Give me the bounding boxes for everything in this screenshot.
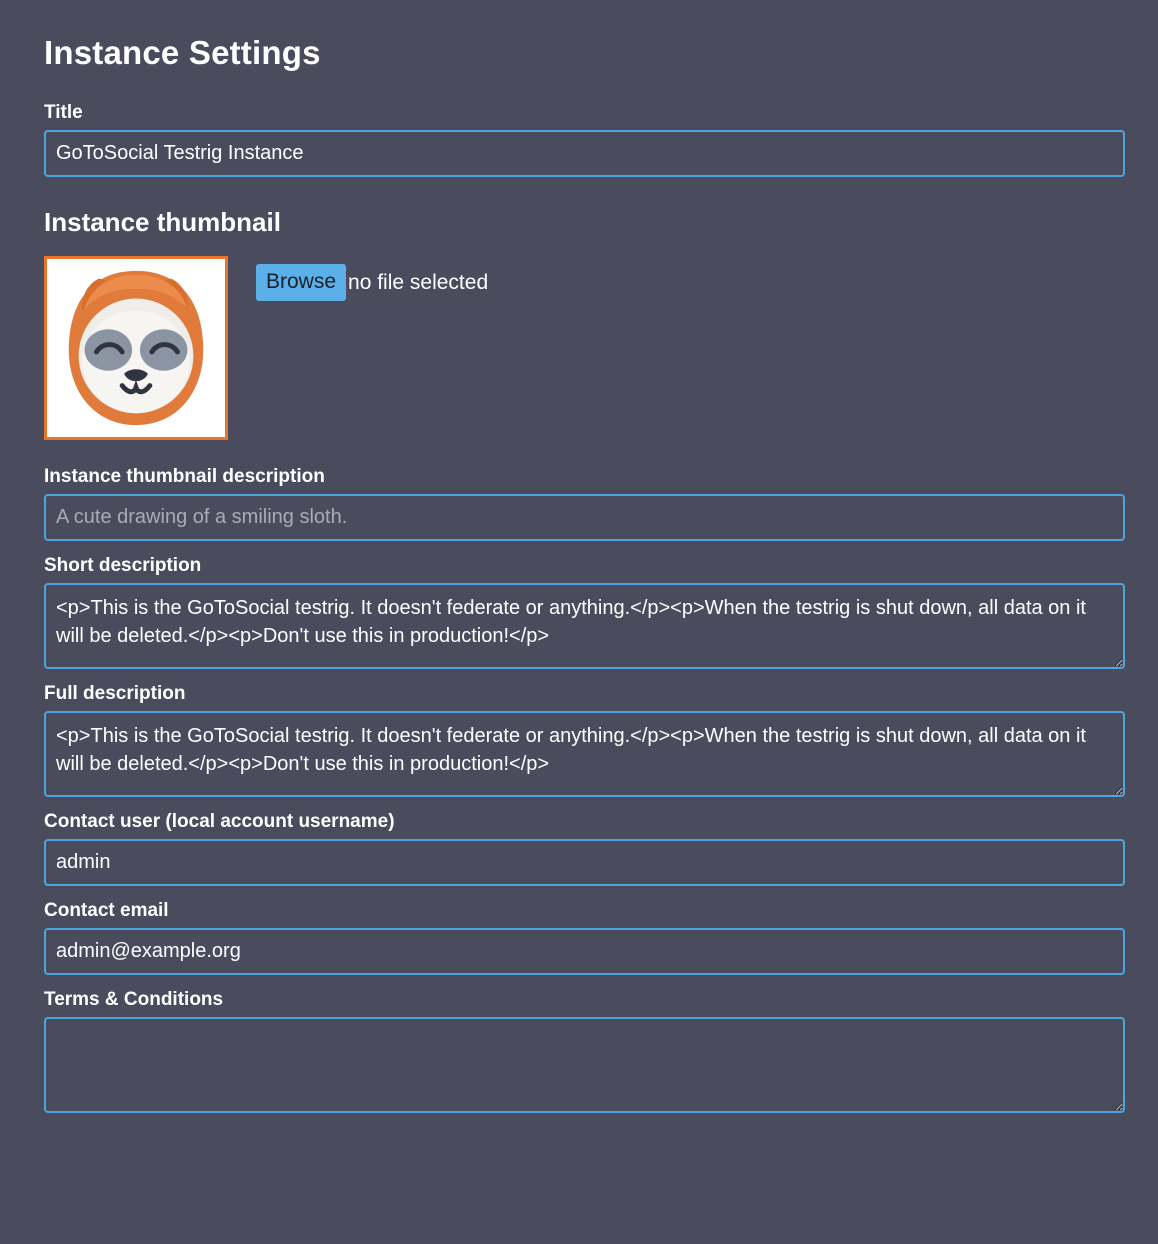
full-description-group — [44, 683, 1128, 797]
instance-thumbnail-preview[interactable] — [44, 256, 228, 440]
instance-thumbnail-heading: Instance thumbnail — [44, 207, 281, 237]
sloth-avatar-icon — [47, 259, 225, 437]
terms-group — [44, 989, 1128, 1113]
file-status-label: no file selected — [348, 270, 489, 294]
thumbnail-description-label: Instance thumbnail description — [44, 466, 325, 487]
contact-email-label: Contact email — [44, 900, 169, 921]
file-picker — [256, 264, 488, 301]
terms-label: Terms & Conditions — [44, 989, 224, 1010]
short-description-textarea[interactable] — [44, 583, 1125, 669]
thumbnail-row — [44, 256, 1128, 440]
full-description-textarea[interactable] — [44, 711, 1125, 797]
contact-email-group — [44, 900, 1128, 975]
thumbnail-description-group — [44, 466, 1128, 541]
browse-button[interactable]: Browse — [256, 264, 346, 301]
title-field-group — [44, 102, 1128, 177]
short-description-group — [44, 555, 1128, 669]
terms-textarea[interactable] — [44, 1017, 1125, 1113]
contact-user-group — [44, 811, 1128, 886]
thumbnail-description-input[interactable] — [44, 494, 1125, 541]
title-label: Title — [44, 102, 83, 123]
title-input[interactable] — [44, 130, 1125, 177]
contact-email-input[interactable] — [44, 928, 1125, 975]
contact-user-label: Contact user (local account username) — [44, 811, 395, 832]
page-title: Instance Settings — [44, 34, 321, 71]
full-description-label: Full description — [44, 683, 186, 704]
short-description-label: Short description — [44, 555, 202, 576]
contact-user-input[interactable] — [44, 839, 1125, 886]
